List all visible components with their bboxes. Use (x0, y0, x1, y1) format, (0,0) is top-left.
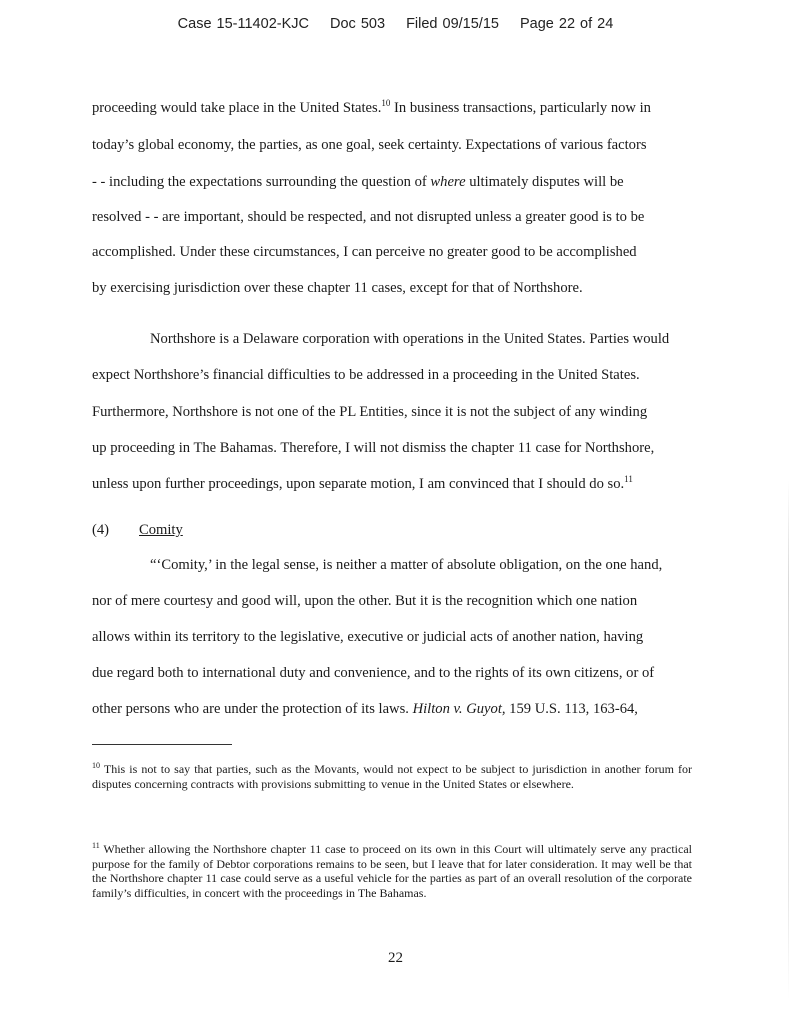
case-citation: Hilton v. Guyot, (412, 701, 506, 717)
footnote-ref-10[interactable]: 10 (381, 98, 391, 109)
footnote-10 (92, 762, 692, 791)
page-of: Page 22 of 24 (520, 16, 614, 32)
text-line: other persons who are under the protection of its laws. Hilton v. Guyot, 159 U.S. 113, 163-64, (92, 701, 638, 717)
text-line: “‘Comity,’ in the legal sense, is neither a matter of absolute obligation, on the one hand, (150, 557, 663, 573)
text-line: resolved - - are important, should be respected, and not disrupted unless a greater good is to be (92, 209, 645, 225)
footnote-11 (92, 842, 692, 900)
text-line: today’s global economy, the parties, as one goal, seek certainty. Expectations of various factors (92, 137, 647, 153)
scan-edge-artifact (788, 480, 789, 1000)
footnote-text: This is not to say that parties, such as the Movants, would not expect to be subject to jurisdiction in another forum for disputes concerning contracts with provisions submitting to venue in the United States or elsewhere. (92, 762, 692, 791)
footnote-ref-11[interactable]: 11 (624, 474, 633, 485)
footnote-number: 10 (92, 761, 100, 770)
text-line: - - including the expectations surrounding the question of where ultimately disputes will be (92, 174, 624, 190)
section-title: Comity (139, 522, 183, 538)
text-line: Northshore is a Delaware corporation with operations in the United States. Parties would (150, 331, 670, 347)
text-line: up proceeding in The Bahamas. Therefore, I will not dismiss the chapter 11 case for Northshore, (92, 440, 655, 456)
text-line: unless upon further proceedings, upon separate motion, I am convinced that I should do so.$^{11}$ (92, 474, 633, 492)
doc-number: Doc 503 (330, 16, 386, 32)
text-line: nor of mere courtesy and good will, upon the other. But it is the recognition which one nation (92, 593, 638, 609)
text-line: accomplished. Under these circumstances, I can perceive no greater good to be accomplished (92, 244, 637, 260)
footnote-divider (92, 744, 232, 745)
text-line: Furthermore, Northshore is not one of the PL Entities, since it is not the subject of any winding (92, 404, 648, 420)
footnote-text: Whether allowing the Northshore chapter 11 case to proceed on its own in this Court will ultimately serve any practical purpose for the family of Debtor corporations remains to be seen, but I leave that for later consideration. It may well be that the Northshore chapter 11 case could serve as a useful vehicle for the parties as part of an overall resolution of the corporate family’s difficulties, in concert with the proceedings in The Bahamas. (92, 842, 692, 900)
filed-date: Filed 09/15/15 (406, 16, 499, 32)
ecf-header (0, 16, 791, 32)
text-line: allows within its territory to the legislative, executive or judicial acts of another nation, having (92, 629, 644, 645)
text-line: by exercising jurisdiction over these chapter 11 cases, except for that of Northshore. (92, 280, 583, 296)
page-number: 22 (388, 950, 403, 966)
section-number: (4) (92, 522, 110, 538)
text-line: expect Northshore’s financial difficulties to be addressed in a proceeding in the United States. (92, 367, 640, 383)
text-line: due regard both to international duty and convenience, and to the rights of its own citizens, or of (92, 665, 655, 681)
footnote-number: 11 (92, 841, 100, 850)
case-number: Case 15-11402-KJC (177, 16, 309, 32)
text-line: proceeding would take place in the United States.$^{10}$ In business transactions, particularly now in (92, 98, 651, 116)
